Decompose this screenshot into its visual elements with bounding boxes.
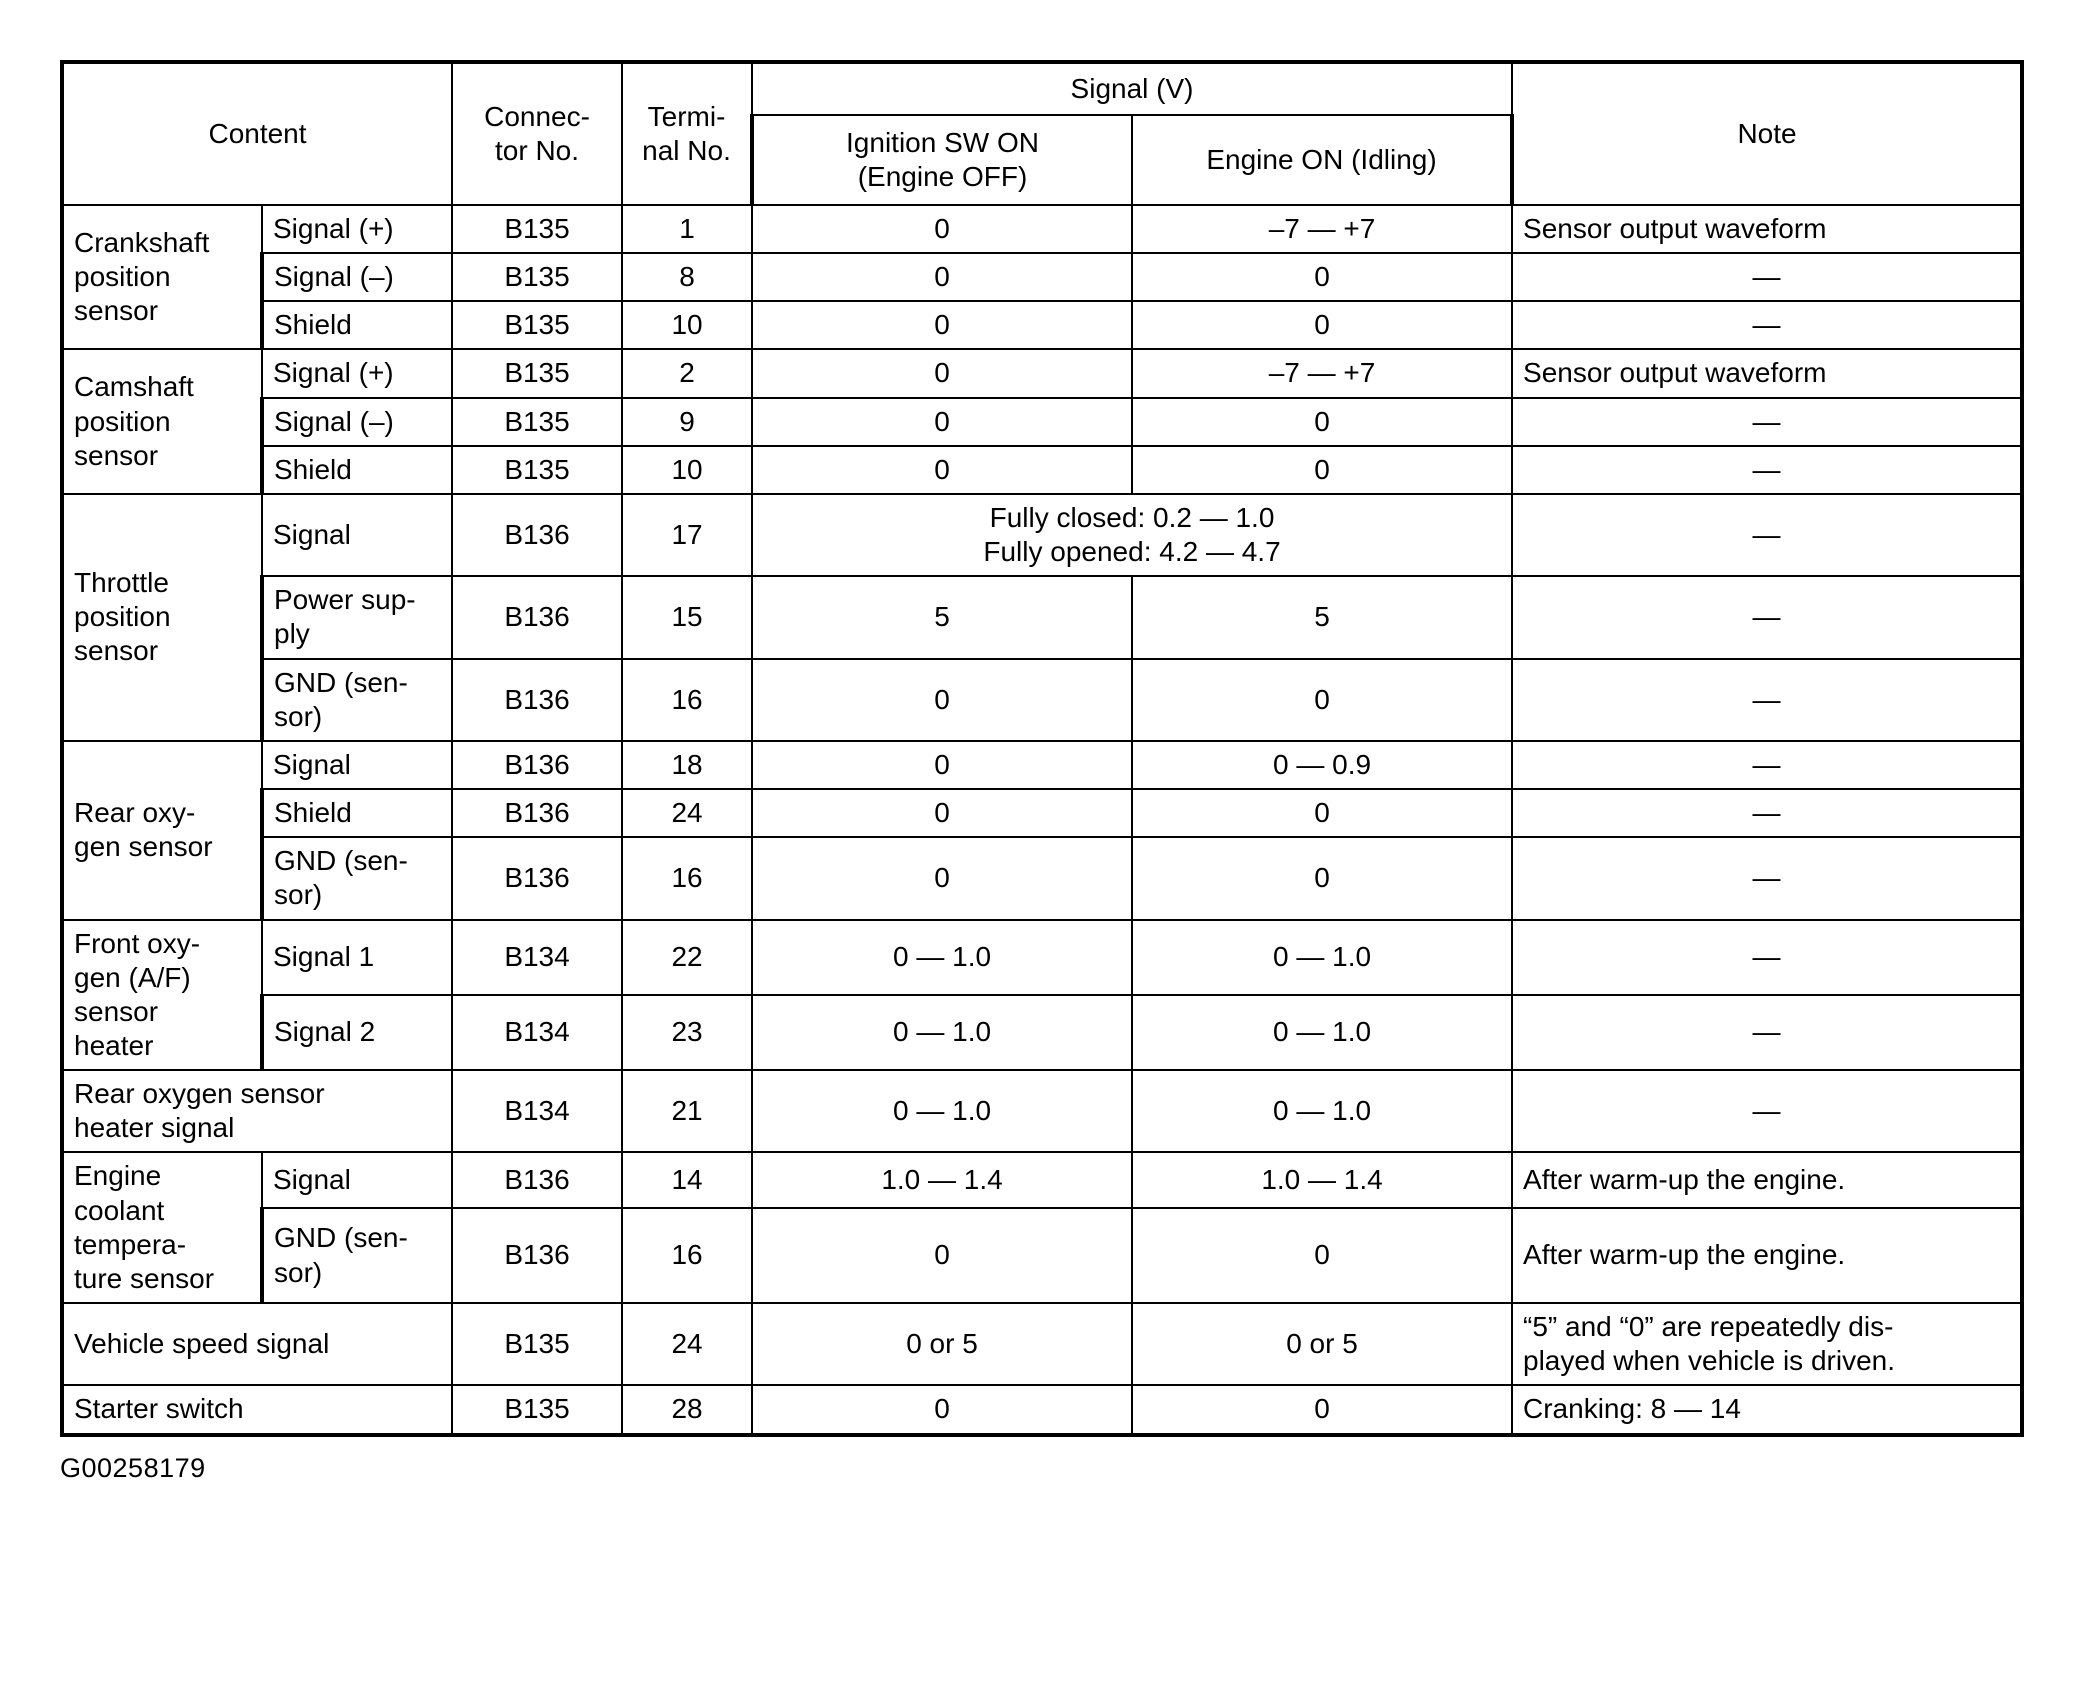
row-note: Sensor output waveform [1512,205,2022,253]
row-note: — [1512,995,2022,1070]
table-row [62,398,2022,446]
group-label-rear-oxygen-sensor-heater-signal [62,1070,452,1152]
row-subitem: Shield [262,301,452,349]
row-connector: B136 [452,789,622,837]
row-terminal: 24 [622,1303,752,1385]
row-terminal: 23 [622,995,752,1070]
row-terminal: 22 [622,920,752,995]
row-note-line1: “5” and “0” are repeatedly dis- [1523,1311,1894,1343]
row-engine-value: 0 [1132,837,1512,919]
group-label-front-oxygen-af-sensor-heater [62,920,262,1071]
row-terminal: 18 [622,741,752,789]
row-ignition-value: 0 [752,837,1132,919]
row-engine-value: 0 [1132,446,1512,494]
row-signal-combined [752,494,1512,576]
row-note: Sensor output waveform [1512,349,2022,397]
header-content: Content [62,62,452,205]
row-connector: B136 [452,576,622,658]
row-engine-value: –7 — +7 [1132,349,1512,397]
row-note: — [1512,398,2022,446]
group-label-line: Camshaft [74,371,194,403]
row-engine-value: 0 [1132,1208,1512,1303]
table-row [62,1303,2022,1385]
group-label-line: Rear oxygen sensor [74,1078,325,1110]
row-ignition-value: 0 [752,659,1132,741]
group-label-line: Crankshaft [74,227,210,258]
row-ignition-value: 5 [752,576,1132,658]
table-row [62,446,2022,494]
row-terminal: 24 [622,789,752,837]
row-subitem-line2: sor) [274,1256,323,1288]
row-ignition-value: 0 — 1.0 [752,995,1132,1070]
row-note: — [1512,837,2022,919]
row-engine-value: 0 [1132,253,1512,301]
row-terminal: 28 [622,1385,752,1434]
row-note: — [1512,741,2022,789]
row-note: — [1512,789,2022,837]
row-engine-value: 0 — 1.0 [1132,1070,1512,1152]
row-engine-value: 0 [1132,301,1512,349]
row-connector: B136 [452,659,622,741]
row-subitem: Signal [262,494,452,576]
row-note: — [1512,446,2022,494]
group-label-line: sensor [74,439,159,471]
group-label-engine-coolant-temperature-sensor [62,1152,262,1303]
row-terminal: 21 [622,1070,752,1152]
group-label-line: coolant [74,1194,165,1226]
row-connector: B134 [452,995,622,1070]
row-note: After warm-up the engine. [1512,1152,2022,1208]
table-row [62,920,2022,995]
row-ignition-value: 0 [752,1208,1132,1303]
row-engine-value: 0 — 1.0 [1132,995,1512,1070]
header-connector-no-line1: Connec- [484,100,590,132]
group-label-vehicle-speed-signal: Vehicle speed signal [62,1303,452,1385]
row-connector: B134 [452,1070,622,1152]
table-row [62,741,2022,789]
row-ignition-value: 0 [752,1385,1132,1434]
row-subitem-line2: sor) [274,700,323,732]
row-terminal: 10 [622,446,752,494]
row-engine-value: 0 [1132,659,1512,741]
table-row [62,494,2022,576]
group-label-line: gen (A/F) [74,961,191,993]
row-note: — [1512,576,2022,658]
table-row [62,349,2022,397]
row-subitem: Signal [262,741,452,789]
group-label-line: position [74,405,171,437]
row-subitem: Signal [262,1152,452,1208]
row-subitem-line2: ply [274,618,310,650]
row-connector: B134 [452,920,622,995]
row-engine-value: 0 [1132,789,1512,837]
row-ignition-value: 1.0 — 1.4 [752,1152,1132,1208]
group-label-line: sensor [74,295,159,327]
group-label-line: position [74,601,171,633]
row-engine-value: 0 — 1.0 [1132,920,1512,995]
row-subitem-line2: sor) [274,879,323,911]
row-ignition-value: 0 [752,301,1132,349]
row-engine-value: –7 — +7 [1132,205,1512,253]
header-note: Note [1512,62,2022,205]
row-connector: B136 [452,1152,622,1208]
header-engine-on-idling: Engine ON (Idling) [1132,115,1512,205]
row-ignition-value: 0 — 1.0 [752,920,1132,995]
row-connector: B136 [452,837,622,919]
table-row [62,1385,2022,1434]
figure-code: G00258179 [60,1452,206,1483]
row-note: — [1512,1070,2022,1152]
row-subitem-line1: Power sup- [274,584,416,616]
row-subitem: Signal (–) [262,398,452,446]
group-label-line: position [74,261,171,293]
table-row [62,253,2022,301]
group-label-rear-oxygen-sensor [62,741,262,920]
row-note: After warm-up the engine. [1512,1208,2022,1303]
row-terminal: 16 [622,837,752,919]
row-ignition-value: 0 [752,741,1132,789]
row-connector: B135 [452,253,622,301]
header-terminal-no-line1: Termi- [647,100,726,132]
row-terminal: 16 [622,659,752,741]
group-label-line: Engine [74,1160,162,1192]
row-ignition-value: 0 or 5 [752,1303,1132,1385]
group-label-line: Throttle [74,567,169,599]
row-subitem [262,837,452,919]
table-row [62,301,2022,349]
row-ignition-value: 0 [752,349,1132,397]
header-connector-no [452,62,622,205]
row-terminal: 9 [622,398,752,446]
table-header-row-1 [62,62,2022,115]
row-subitem: Signal (–) [262,253,452,301]
row-note-line2: played when vehicle is driven. [1523,1345,1895,1377]
row-engine-value: 1.0 — 1.4 [1132,1152,1512,1208]
row-subitem-line1: GND (sen- [274,845,408,877]
group-label-line: ture sensor [74,1262,215,1294]
row-ignition-value: 0 — 1.0 [752,1070,1132,1152]
row-note: — [1512,301,2022,349]
row-connector: B135 [452,398,622,446]
row-subitem: Signal (+) [262,349,452,397]
row-ignition-value: 0 [752,398,1132,446]
header-ignition-sw-on-line2: (Engine OFF) [857,161,1028,193]
row-connector: B135 [452,446,622,494]
row-subitem: Shield [262,446,452,494]
row-engine-value: 0 or 5 [1132,1303,1512,1385]
row-subitem: Signal 1 [262,920,452,995]
header-connector-no-line2: tor No. [495,135,580,166]
row-ignition-value: 0 [752,205,1132,253]
group-label-line: Front oxy- [74,927,201,959]
row-terminal: 17 [622,494,752,576]
header-ignition-sw-on [752,115,1132,205]
header-terminal-no-line2: nal No. [642,135,731,166]
group-label-line: Rear oxy- [74,797,196,829]
row-connector: B135 [452,205,622,253]
table-row [62,789,2022,837]
row-terminal: 1 [622,205,752,253]
signal-specification-table [60,60,2024,1437]
table-row [62,1208,2022,1303]
row-signal-combined-line2: Fully opened: 4.2 — 4.7 [983,536,1281,568]
header-terminal-no [622,62,752,205]
table-row [62,837,2022,919]
row-engine-value: 5 [1132,576,1512,658]
row-engine-value: 0 [1132,398,1512,446]
group-label-crankshaft-position-sensor [62,205,262,349]
group-label-line: heater signal [74,1112,235,1144]
table-row [62,205,2022,253]
row-subitem-line1: GND (sen- [274,666,408,698]
group-label-line: gen sensor [74,831,213,863]
table-row [62,1070,2022,1152]
row-note: — [1512,494,2022,576]
row-connector: B135 [452,349,622,397]
row-subitem [262,576,452,658]
row-connector: B135 [452,1385,622,1434]
row-connector: B135 [452,301,622,349]
group-label-line: sensor [74,995,159,1027]
row-connector: B136 [452,494,622,576]
table-row [62,995,2022,1070]
group-label-throttle-position-sensor [62,494,262,741]
table-row [62,659,2022,741]
table-row [62,576,2022,658]
row-terminal: 14 [622,1152,752,1208]
row-subitem: Signal 2 [262,995,452,1070]
row-engine-value: 0 [1132,1385,1512,1434]
header-ignition-sw-on-line1: Ignition SW ON [846,127,1039,159]
row-note: — [1512,659,2022,741]
row-terminal: 8 [622,253,752,301]
row-ignition-value: 0 [752,789,1132,837]
row-note [1512,1303,2022,1385]
group-label-camshaft-position-sensor [62,349,262,493]
row-note: Cranking: 8 — 14 [1512,1385,2022,1434]
row-connector: B136 [452,1208,622,1303]
row-terminal: 16 [622,1208,752,1303]
group-label-line: tempera- [74,1228,187,1260]
group-label-line: heater [74,1029,154,1061]
row-terminal: 10 [622,301,752,349]
table-row [62,1152,2022,1208]
row-note: — [1512,920,2022,995]
row-ignition-value: 0 [752,253,1132,301]
row-note: — [1512,253,2022,301]
row-terminal: 15 [622,576,752,658]
row-connector: B135 [452,1303,622,1385]
row-subitem [262,659,452,741]
row-terminal: 2 [622,349,752,397]
group-label-line: sensor [74,635,159,667]
row-signal-combined-line1: Fully closed: 0.2 — 1.0 [989,501,1275,533]
row-connector: B136 [452,741,622,789]
row-subitem: Signal (+) [262,205,452,253]
group-label-starter-switch: Starter switch [62,1385,452,1434]
row-ignition-value: 0 [752,446,1132,494]
row-subitem: Shield [262,789,452,837]
row-subitem [262,1208,452,1303]
row-subitem-line1: GND (sen- [274,1222,408,1254]
row-engine-value: 0 — 0.9 [1132,741,1512,789]
header-signal-v: Signal (V) [752,62,1512,115]
